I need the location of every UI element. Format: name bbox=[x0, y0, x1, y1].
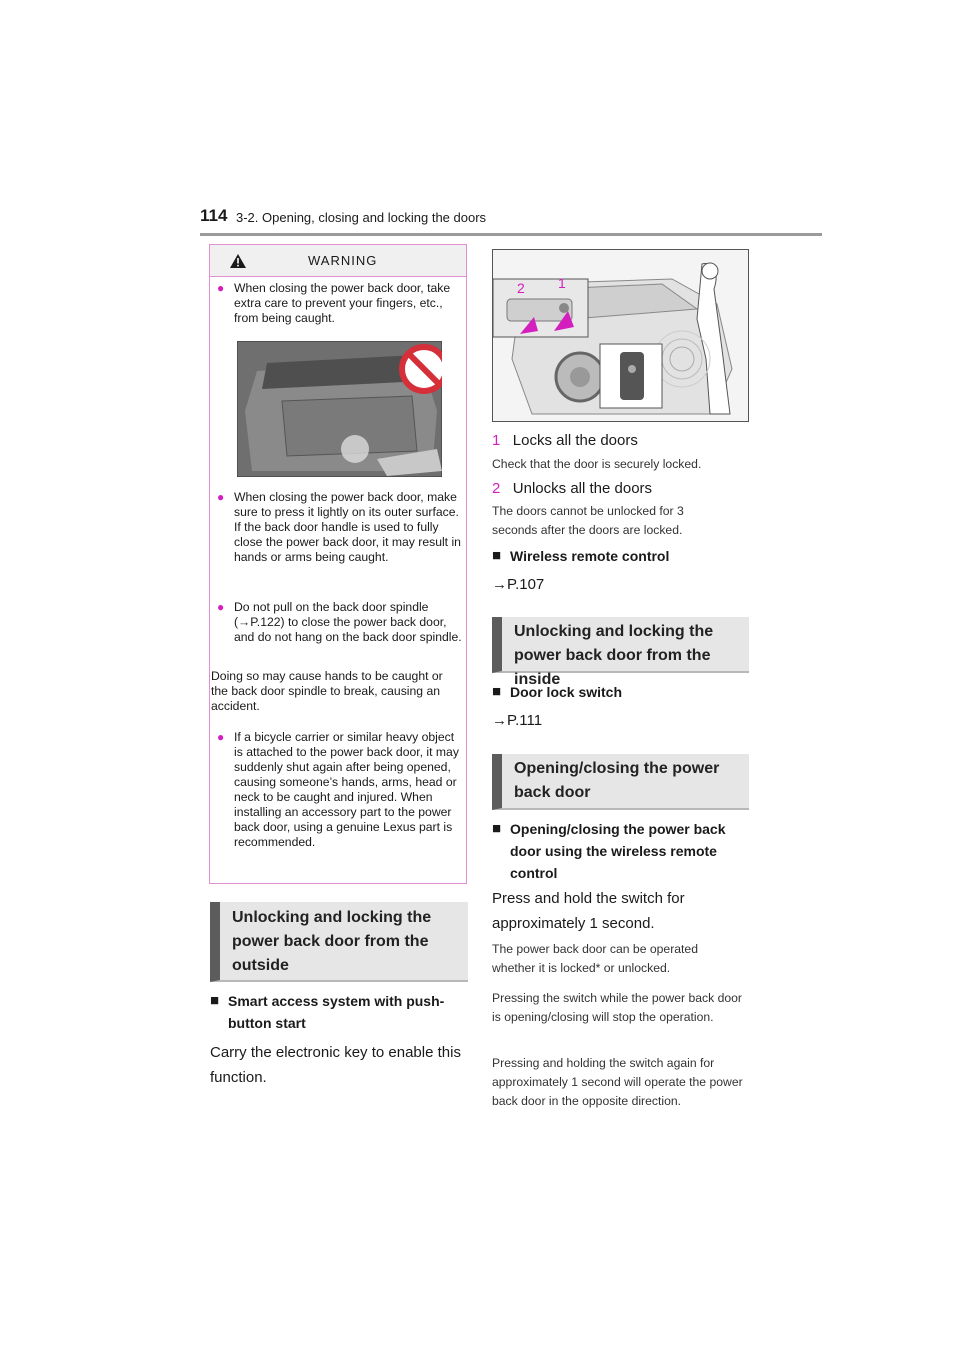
warning-bullet: ● When closing the power back door, take extra care to prevent your fingers, etc., from being caught. bbox=[217, 281, 451, 325]
warning-title: WARNING bbox=[308, 253, 378, 268]
figure-label-1: 1 bbox=[558, 275, 566, 291]
ref-doorlock: →P.111 bbox=[492, 712, 543, 729]
door-pinch-illustration bbox=[237, 341, 442, 477]
heading-inside: Unlocking and locking the power back door from the inside bbox=[492, 617, 749, 673]
warning-bullet: ● When closing the power back door, make sure to press it lightly on its outer surface. If the back door handle is used to fully close the power back door, it may result in hands or arms being caught. bbox=[217, 490, 461, 564]
bullet-dot-icon: ● bbox=[217, 730, 225, 744]
warning-box bbox=[209, 244, 467, 884]
list-item-lock: 1 Locks all the doors bbox=[492, 432, 638, 449]
bullet-dot-icon: ● bbox=[217, 490, 225, 504]
square-bullet-icon: ■ bbox=[492, 820, 502, 837]
bullet-dot-icon: ● bbox=[217, 281, 225, 295]
body-carry-key: Carry the electronic key to enable this function. bbox=[210, 1044, 461, 1086]
heading-openclose: Opening/closing the power back door bbox=[492, 754, 749, 810]
figure-label-2: 2 bbox=[517, 280, 525, 296]
warning-header bbox=[210, 245, 466, 277]
item-number: 1 bbox=[492, 432, 501, 449]
note-unlock: The doors cannot be unlocked for 3 seconds after the doors are locked. bbox=[492, 504, 684, 537]
section-title: 3-2. Opening, closing and locking the doors bbox=[236, 210, 487, 225]
list-item-unlock: 2 Unlocks all the doors bbox=[492, 480, 653, 497]
header-rule bbox=[200, 233, 822, 236]
ref-wireless: →P.107 bbox=[492, 576, 545, 593]
bullet-dot-icon: ● bbox=[217, 600, 225, 614]
page-number: 114 bbox=[200, 206, 228, 225]
note-stop: Pressing the switch while the power back door is opening/closing will stop the operation. bbox=[492, 991, 742, 1024]
square-bullet-icon: ■ bbox=[210, 992, 220, 1009]
warning-note: Doing so may cause hands to be caught or the back door spindle to break, causing an accident. bbox=[211, 669, 443, 713]
back-door-key-illustration bbox=[492, 249, 749, 422]
note-operate: The power back door can be operated whether it is locked* or unlocked. bbox=[492, 942, 698, 975]
item-number: 2 bbox=[492, 480, 501, 497]
note-opposite: Pressing and holding the switch again for approximately 1 second will operate the power back door in the opposite direction. bbox=[492, 1056, 743, 1108]
square-bullet-icon: ■ bbox=[492, 547, 502, 564]
square-bullet-icon: ■ bbox=[492, 683, 502, 700]
body-press-hold: Press and hold the switch for approximately 1 second. bbox=[492, 890, 685, 932]
warning-bullet: ● If a bicycle carrier or similar heavy object is attached to the power back door, it may suddenly shut again after being opened, causing someone’s hands, arms, head or neck to be caught and injured. When installing an accessory part to the power back door, using a genuine Lexus part is recommended. bbox=[217, 730, 459, 849]
note-lock: Check that the door is securely locked. bbox=[492, 457, 702, 471]
heading-outside: Unlocking and locking the power back door from the outside bbox=[210, 902, 468, 982]
warning-bullet: ● Do not pull on the back door spindle (→P.122) to close the power back door, and do not hang on the back door spindle. bbox=[217, 600, 462, 644]
warning-triangle-icon bbox=[230, 254, 246, 268]
